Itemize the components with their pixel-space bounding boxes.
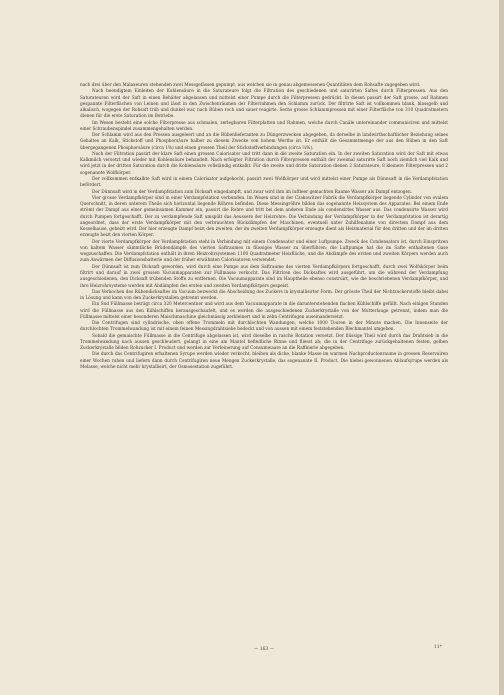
paragraph: Vier grosse Verdampfkörper sind in einer Verdampfstation verbunden. Im Wesen sind in der Czakowitzer Fabrik die Verdampfkörper liegende Cylinder von ovalem Querschnitt, in deren unterem Theile sich horizontal liegende Röhren befinden. Diese Messingröhre bilden das sogenannte Heizsystem des Apparates. Bei einem Ende strömt der Dampf aus einer gemeinsamen Kammer ein, passirt die Rohre und tritt bei dem anderen Ende als condensirtes Wasser aus. Das condensirte Wasser wird durch Pumpen fortgeschafft. Der zu verdampfende Saft umspült das Aeussere der Heizrohre. Die Verbindung der Verdampfkörper in der Verdampfstation ist derartig angeordnet, dass der erste Verdampfkörper mit den verbrauchten Rückdämpfen der Maschinen, eventuell unter Zuhilfenahme von directem Dampf aus dem Kesselhause, geheizt wird. Der hier erzeugte Dampf heizt den zweiten, der im zweiten Verdampfkörper erzeugte dient als Heizmaterial für den dritten und der im dritten erzeugte heizt den vierten Körper. [80, 195, 448, 239]
page-number: — 163 — [253, 647, 275, 652]
page-footer [80, 647, 448, 655]
paragraph: Nach der Filtration passirt der klare Saft einen grossen Calorisator und tritt dann in die zweite Saturation ein. In der zweiten Saturation wird der Saft mit etwas Kalkmilch versetzt und wieder mit Kohlensäure behandelt. Nach erfolgter Filtration durch Filterpressen enthält der zweimal saturirte Saft noch ziemlich viel Kalk und wird jetzt in der dritten Saturation durch die Kohlensäure vollständig entkalkt. Für die zweite und dritte Saturation dienen 2 Saturateure, 8 kleinere Filterpressen und 2 sogenannte Wolfkörper. [80, 151, 448, 176]
body-text [80, 83, 448, 371]
paragraph: Das Verkochen des Rübendicksaftes im Vacuum bezweckt die Abscheidung des Zuckers in krystallisirter Form. Der grösste Theil der Nichtzuckerstoffe bleibt dabei in Lösung und kann von den Zuckerkrystallen getrennt werden. [80, 289, 448, 302]
paragraph: Nach beendigtem Einleiten der Kohlensäure in die Saturateure folgt die Filtration des geschiedenen und saturirten Saftes durch Filterpressen. Aus den Saturateuren wird der Saft in einen Behälter abgelassen und mittelst einer Pumpe durch die Filterpressen gedrückt. In diesen passirt der Saft grosse, auf Rahmen gespannte Filterflächen von Leinen und lässt in den Zwischenräumen der Filterrahmen den Schlamm zurück. Der filtrirte Saft ist vollkommen blank, blassgelb und alkalisch, wogegen der Rohsaft trüb und dunkel war, nach Rüben roch und sauer reagirte. Sechs grosse Schlammpressen mit einer Filterfläche von 310 Quadratmetern dienen für die erste Saturation im Betriebe. [80, 89, 448, 120]
paragraph: Sobald die gemaischte Füllmasse in die Centrifuge abgelassen ist, wird dieselbe in rasche Rotation versetzt. Der flüssige Theil wird durch das Drahtsieb in die Trommelwandung nach aussen geschleudert, gelangt in eine am Mantel befindliche Rinne und fliesst ab; die in der Centrifuge zurückgehaltenen festen, gelben Zuckerkrystalle bilden Rohzucker I. Product und werden zur Verfeinerung auf Consumwaare an die Raffinerie abgegeben. [80, 333, 448, 352]
paragraph: Die Centrifugen sind cylindrische, oben offene Trommeln mit durchlochten Wandungen, welche 1000 Touren in der Minute machen. Die Innenseite der durchlochten Trommelwandung ist mit einem feinen Messingdrahtsiebe bedeckt und von aussen mit einem feststehenden Blechmantel umgeben. [80, 321, 448, 333]
paragraph: Der vierte Verdampfkörper der Verdampfstation steht in Verbindung mit einem Condensator und einer Luftpumpe. Zweck des Condensators ist, durch Einspritzen von kaltem Wasser sämmtliche Brüdendämpfe des vierten Saftraumes in flüssiges Wasser zu überführen; die Luftpumpe hat die im Safte enthaltenen Gase wegzuschaffen. Die Verdampfstation enthält in ihren Heizrohrsystemen 1100 Quadratmeter Heizfläche, und die Abdämpfe des ersten und zweiten Körpers werden auch zum Anwärmen der Diffusionsbatterie und der früher erwähnten Calorisatoren verwendet. [80, 239, 448, 264]
paragraph: Der Dünnsaft ist zum Dicksaft geworden, wird durch eine Pumpe aus dem Saftraume des vierten Verdampfkörpers fortgeschafft, durch zwei Wolfskörper beim filtrirt und darauf in zwei grossen Vacuumapparaten zur Füllmasse verkocht. Das Filtriren des Dicksaftes wird ausgeführt, um die während der Verdampfung ausgeschiedenen, den Dicksaft trübenden Stoffe zu entfernen. Die Vacuumapparate sind im Hauptheile ebenso construirt, wie die beschriebenen Verdampfkörper, und ihre Heizrohrsysteme werden mit Abdämpfen des ersten und zweiten Verdampfkörpers gespeist. [80, 264, 448, 289]
paragraph: Der Dünnsaft wird in der Verdampfstation zum Dicksaft eingedampft, und zwar wird ihm im luftleer gemachten Raume Wasser als Dampf entzogen. [92, 189, 413, 195]
sheet-signature: 11* [434, 645, 442, 650]
paragraph: Ein Sud Füllmasse beträgt circa 320 Metercentner und wird aus dem Vacuumapparate in die darunterstehenden flachen Kühlschiffe gefüllt. Nach einigen Stunden wird die Füllmasse aus den Kühlschiffen herausgeschaufelt, und es werden die ausgeschiedenen Zuckerkrystalle von der Mutterlauge getrennt, indem man die Füllmasse mittelst einer besonderen Maischmaschine gleichmässig zerkleinert und in zehn Centrifugen auseinandersetzt. [80, 302, 448, 320]
paragraph: Der Schlamm wird aus den Pressen ausgeleert und an die Rübenlieferanten zu Düngerzwecken abgegeben, da derselbe in landwirthschaftlicher Beziehung seines Gehaltes an Kalk, Stickstoff und Phosphorsäure halber zu diesem Zwecke von hohem Werthe ist. Er enthält die Gesammtmenge der aus den Rüben in den Saft übergegangenen Phosphorsäure (circa 1%) und einen grossen Theil der Stickstoffverbindungen (circa ¼%). [80, 133, 448, 151]
paragraph: Die durch das Centrifugiren erhaltenen Syrupe werden wieder verkocht, bleiben als dicke, blanke Masse im warmen Nachproductenraume in grossen Reservoiren einer Wochen ruhen und liefern dann durch Centrifugiren neue Mengen Zuckerkrystalle, das sogenannte II. Product. Die hiebei gewonnenen Ablaufsyrupe werden als Melasse, welche nicht mehr krystallisirt, der Osmosestation zugeführt. [80, 352, 448, 370]
paragraph: Der vollkommen entkalkte Saft wird in einem Calorisator aufgekocht, passirt zwei Wolfkörper und wird mittelst einer Pumpe als Dünnsaft in die Verdampfstation befördert. [80, 176, 448, 189]
paragraph: nach drei über den Malaxeuren stehenden zwei Messgefässen gepumpt, aus welchen sie in genau abgemessenen Quantitäten dem Rohsafte zugegeben wird. [80, 83, 421, 88]
page-edge [499, 0, 504, 695]
paragraph: Im Wesen besteht eine solche Filterpresse aus schmalen, zerlegbaren Filterplatten und Rahmen, welche durch Canäle untereinander communiciren und mittelst einer Schraubenspindel zusammengehalten werden. [80, 120, 448, 132]
